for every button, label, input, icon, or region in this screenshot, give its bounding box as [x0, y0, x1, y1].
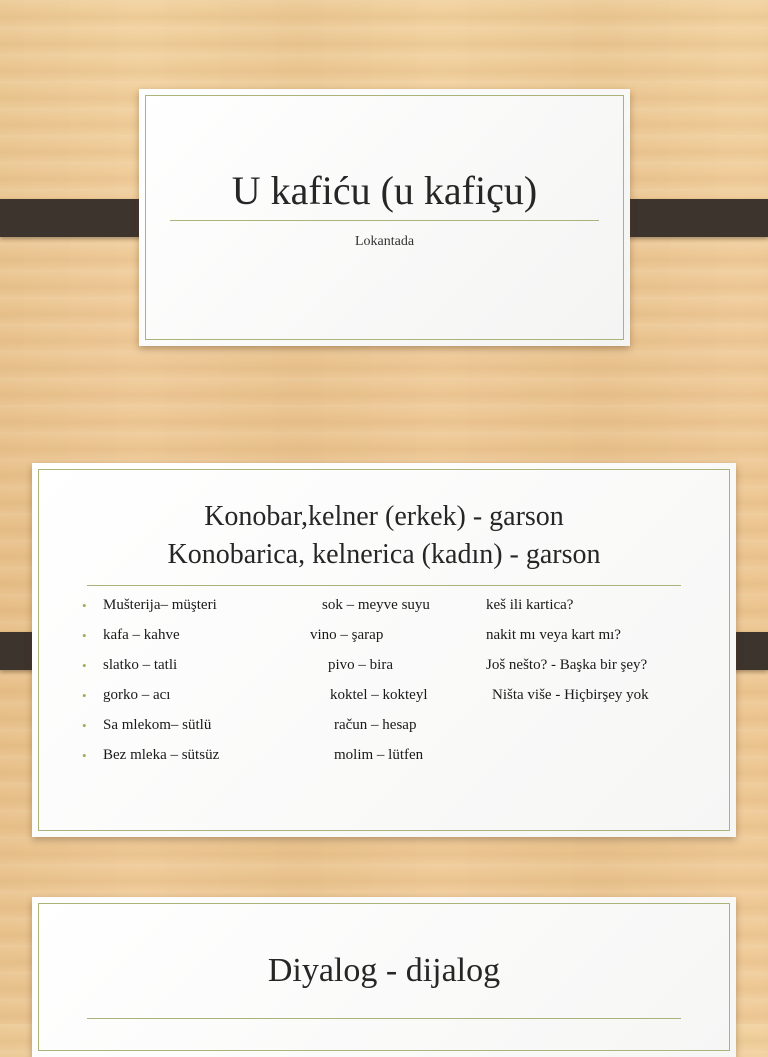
- vocabulary-slide-card: [32, 463, 736, 837]
- vocab-phrase: keš ili kartica?: [486, 597, 574, 613]
- vocab-phrase: Još nešto? - Başka bir şey?: [486, 657, 648, 673]
- title-divider: [87, 585, 681, 586]
- bullet-dot-icon: •: [82, 748, 87, 763]
- bullet-dot-icon: •: [82, 598, 87, 613]
- slide-tab-right: [613, 199, 768, 237]
- slide-title: U kafiću (u kafiçu): [231, 168, 538, 213]
- slide-title-line1: Konobar,kelner (erkek) - garson: [204, 501, 564, 532]
- slide-title-line2: Konobarica, kelnerica (kadın) - garson: [167, 539, 601, 570]
- bullet-dot-icon: •: [82, 658, 87, 673]
- dialogue-slide-card: [32, 897, 736, 1057]
- vocab-phrase: Ništa više - Hiçbirşey yok: [492, 687, 649, 703]
- title-divider: [87, 1018, 681, 1019]
- vocab-term: slatko – tatli: [103, 657, 178, 673]
- vocab-term: pivo – bira: [328, 657, 393, 673]
- bullet-dot-icon: •: [82, 718, 87, 733]
- vocab-phrase: nakit mı veya kart mı?: [486, 627, 621, 643]
- vocab-term: gorko – acı: [103, 687, 171, 703]
- card-border: [145, 95, 624, 340]
- vocab-term: sok – meyve suyu: [322, 597, 430, 613]
- slide-subtitle: Lokantada: [354, 234, 415, 249]
- bullet-dot-icon: •: [82, 688, 87, 703]
- bullet-dot-icon: •: [82, 628, 87, 643]
- vocab-term: koktel – kokteyl: [330, 687, 428, 703]
- vocab-term: kafa – kahve: [103, 627, 180, 643]
- title-divider: [170, 220, 599, 221]
- title-slide-card: [139, 89, 630, 346]
- vocab-term: Sa mlekom– sütlü: [103, 717, 212, 733]
- vocab-term: Bez mleka – sütsüz: [103, 747, 220, 763]
- slide-title: Diyalog - dijalog: [267, 952, 501, 989]
- vocab-term: Mušterija– müşteri: [103, 597, 217, 613]
- vocab-term: račun – hesap: [334, 717, 417, 733]
- slide-tab-left: [0, 199, 155, 237]
- vocab-term: vino – şarap: [310, 627, 384, 643]
- vocab-term: molim – lütfen: [334, 747, 424, 763]
